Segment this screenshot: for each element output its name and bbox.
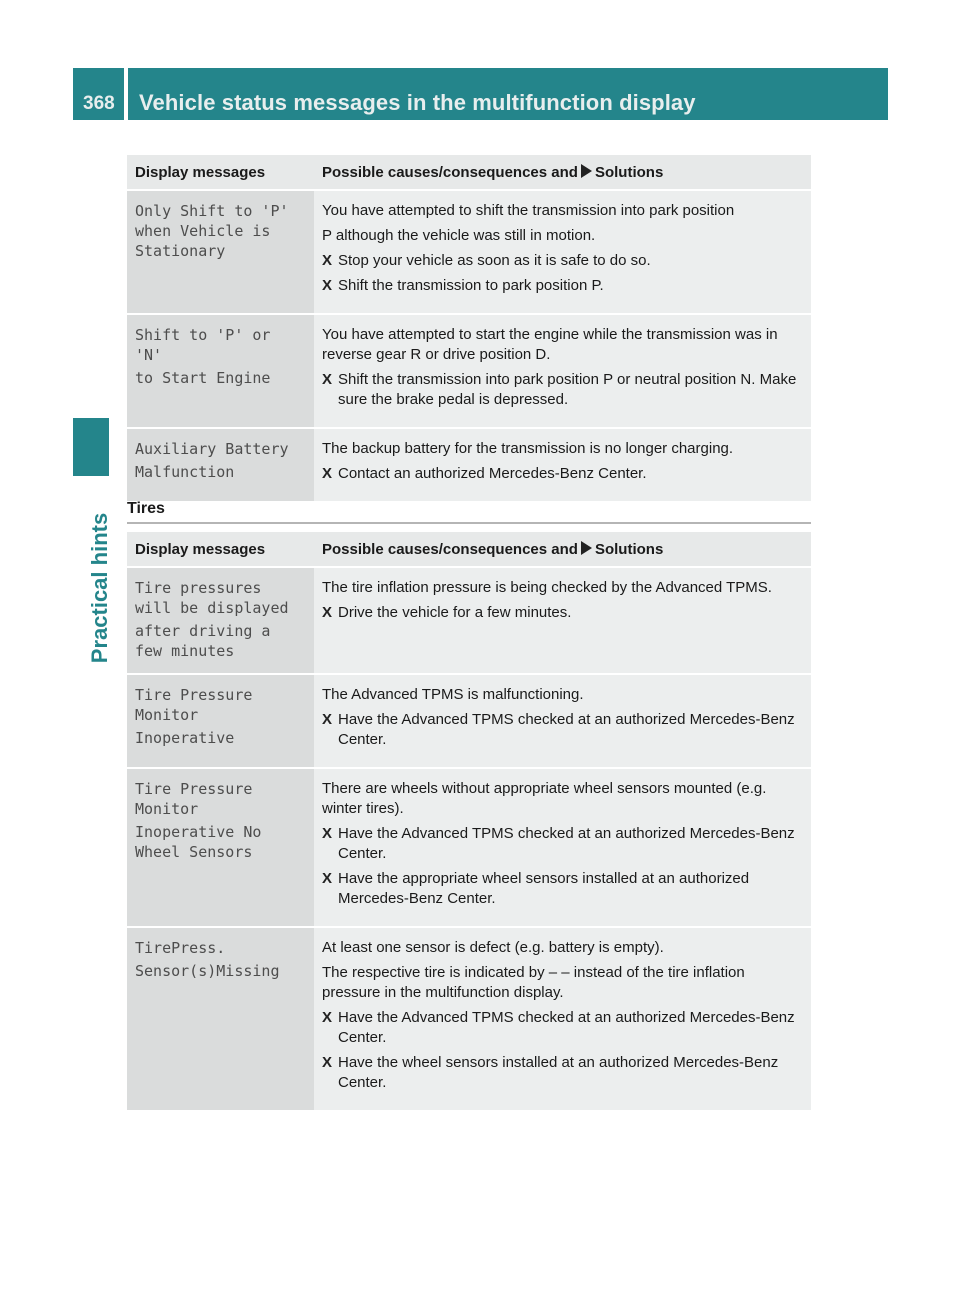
solution-step xyxy=(322,1053,803,1093)
col-header-causes-text: Possible causes/consequences and xyxy=(322,163,578,181)
table-row xyxy=(127,429,811,503)
table-header-row xyxy=(127,155,811,191)
table-row xyxy=(127,568,811,675)
cause-text: The Advanced TPMS is malfunctioning. xyxy=(322,686,584,703)
col-header-causes-solutions xyxy=(314,155,811,191)
solution-step xyxy=(322,464,803,484)
display-message-line: will be displayed xyxy=(135,599,289,617)
solution-cell xyxy=(314,568,811,675)
table-header-row xyxy=(127,532,811,568)
cause-text: The backup battery for the transmission is no longer charging. xyxy=(322,440,734,457)
display-message-line: Tire Pressure xyxy=(135,686,253,704)
step-marker-icon: X xyxy=(322,277,333,294)
step-marker-icon: X xyxy=(322,711,333,728)
cause-text: You have attempted to shift the transmission into park position xyxy=(322,202,735,219)
step-marker-icon: X xyxy=(322,825,333,842)
cause-text: At least one sensor is defect (e.g. battery is empty). xyxy=(322,939,664,956)
display-message-cell xyxy=(127,928,314,1112)
display-message-line: Inoperative No xyxy=(135,823,262,841)
cause-text: There are wheels without appropriate wheel sensors mounted (e.g. winter tires). xyxy=(322,780,767,817)
table-row xyxy=(127,315,811,429)
solution-step xyxy=(322,710,803,750)
table-body xyxy=(127,191,811,503)
solution-cell xyxy=(314,769,811,928)
solution-step-text: Have the Advanced TPMS checked at an authorized Mercedes-Benz Center. xyxy=(338,1009,795,1046)
table-row xyxy=(127,769,811,928)
solution-cell xyxy=(314,315,811,429)
col-header-solutions-text: Solutions xyxy=(594,163,664,181)
display-message-cell xyxy=(127,675,314,769)
table-row xyxy=(127,675,811,769)
display-message-line: Stationary xyxy=(135,242,226,260)
arrow-right-icon xyxy=(581,541,592,555)
display-message-line: Only Shift to 'P' xyxy=(135,202,289,220)
display-message-line: Malfunction xyxy=(135,463,235,481)
step-marker-icon: X xyxy=(322,1054,333,1071)
cause-text: P although the vehicle was still in motion. xyxy=(322,227,596,244)
display-message-line: few minutes xyxy=(135,642,235,660)
display-message-line: after driving a xyxy=(135,622,271,640)
solution-cell xyxy=(314,928,811,1112)
display-message-line: Monitor xyxy=(135,706,199,724)
display-message-cell xyxy=(127,429,314,503)
solution-cell xyxy=(314,675,811,769)
status-message-table-tires xyxy=(127,532,811,1112)
col-header-solutions-text: Solutions xyxy=(594,540,664,558)
display-message-line: when Vehicle is xyxy=(135,222,271,240)
cause-text: The respective tire is indicated by – – instead of the tire inflation pressure in the multifunction display. xyxy=(322,964,745,1001)
solution-step xyxy=(322,370,803,410)
display-message-line: to Start Engine xyxy=(135,369,271,387)
step-marker-icon: X xyxy=(322,371,333,388)
solution-step-text: Stop your vehicle as soon as it is safe to do so. xyxy=(338,252,651,269)
display-message-cell xyxy=(127,315,314,429)
display-message-line: Inoperative xyxy=(135,729,235,747)
solution-step xyxy=(322,1008,803,1048)
section-divider xyxy=(127,522,811,524)
step-marker-icon: X xyxy=(322,1009,333,1026)
solution-step-text: Have the appropriate wheel sensors installed at an authorized Mercedes-Benz Center. xyxy=(338,870,750,907)
col-header-display-messages: Display messages xyxy=(127,532,314,568)
solution-step-text: Have the Advanced TPMS checked at an authorized Mercedes-Benz Center. xyxy=(338,825,795,862)
solution-step-text: Have the wheel sensors installed at an authorized Mercedes-Benz Center. xyxy=(338,1054,779,1091)
solution-cell xyxy=(314,191,811,315)
step-marker-icon: X xyxy=(322,252,333,269)
display-message-cell xyxy=(127,769,314,928)
side-label: Practical hints xyxy=(87,512,112,664)
solution-cell xyxy=(314,429,811,503)
solution-step xyxy=(322,603,803,623)
table-row xyxy=(127,928,811,1112)
col-header-causes-text: Possible causes/consequences and xyxy=(322,540,578,558)
display-message-line: Shift to 'P' or 'N' xyxy=(135,326,280,364)
solution-step xyxy=(322,251,803,271)
display-message-line: Tire pressures xyxy=(135,579,262,597)
display-message-line: Tire Pressure xyxy=(135,780,253,798)
step-marker-icon: X xyxy=(322,604,333,621)
display-message-line: Auxiliary Battery xyxy=(135,440,289,458)
page-title: Vehicle status messages in the multifunction display xyxy=(139,90,696,115)
table-row xyxy=(127,191,811,315)
header-divider xyxy=(124,68,128,120)
solution-step-text: Have the Advanced TPMS checked at an authorized Mercedes-Benz Center. xyxy=(338,711,795,748)
solution-step xyxy=(322,869,803,909)
step-marker-icon: X xyxy=(322,870,333,887)
solution-step xyxy=(322,276,803,296)
page-number: 368 xyxy=(83,93,115,114)
display-message-cell xyxy=(127,191,314,315)
cause-text: The tire inflation pressure is being checked by the Advanced TPMS. xyxy=(322,579,772,596)
display-message-line: Monitor xyxy=(135,800,199,818)
section-heading-tires: Tires xyxy=(127,500,165,517)
cause-text: You have attempted to start the engine while the transmission was in reverse gear R or drive position D. xyxy=(322,326,778,363)
display-message-line: Sensor(s)Missing xyxy=(135,962,280,980)
step-marker-icon: X xyxy=(322,465,333,482)
display-message-line: TirePress. xyxy=(135,939,226,957)
solution-step-text: Shift the transmission to park position P. xyxy=(338,277,604,294)
display-message-line: Wheel Sensors xyxy=(135,843,253,861)
solution-step xyxy=(322,824,803,864)
table-body xyxy=(127,568,811,1112)
solution-step-text: Shift the transmission into park position P or neutral position N. Make sure the brake pedal is depressed. xyxy=(338,371,797,408)
side-tab xyxy=(73,418,109,476)
col-header-display-messages: Display messages xyxy=(127,155,314,191)
status-message-table-transmission xyxy=(127,155,811,503)
display-message-cell xyxy=(127,568,314,675)
arrow-right-icon xyxy=(581,164,592,178)
col-header-causes-solutions xyxy=(314,532,811,568)
solution-step-text: Drive the vehicle for a few minutes. xyxy=(338,604,572,621)
solution-step-text: Contact an authorized Mercedes-Benz Center. xyxy=(338,465,647,482)
